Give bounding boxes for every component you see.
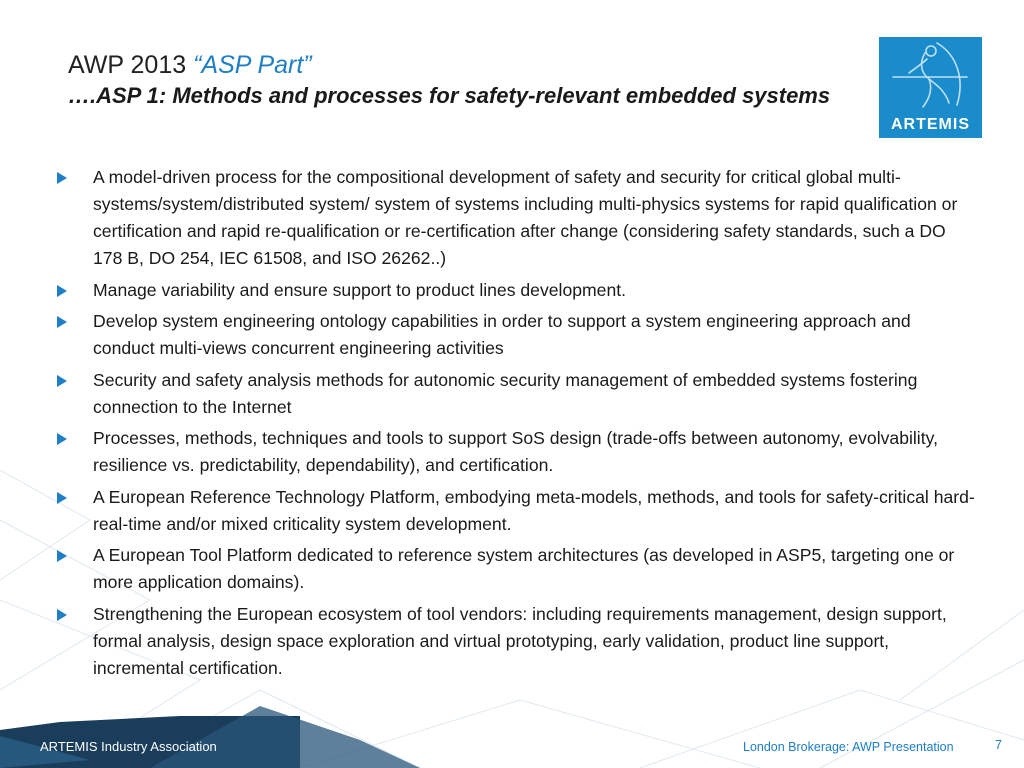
title-main [68,50,848,80]
list-item [55,277,975,304]
bullet-text: Security and safety analysis methods for autonomic security management of embedded systems fostering connection to the Internet [93,369,918,417]
artemis-logo [879,37,982,138]
list-item [55,164,975,272]
title-accent: “ASP Part” [193,51,312,79]
list-item [55,484,975,538]
bullet-text: A European Reference Technology Platform, embodying meta-models, methods, and tools for safety-critical hard-real-time and/or mixed criticality system development. [93,486,975,534]
triangle-bullet-icon [57,375,67,387]
list-item [55,542,975,596]
bullet-text: Develop system engineering ontology capabilities in order to support a system engineering approach and conduct multi-views concurrent engineering activities [93,311,911,358]
list-item [55,601,975,682]
triangle-bullet-icon [57,550,67,562]
bullet-text: Strengthening the European ecosystem of tool vendors: including requirements management, design support, formal analysis, design space exploration and virtual prototyping, early validation, product line support, incremental certification. [93,603,947,678]
title-subtitle: ….ASP 1: Methods and processes for safety-relevant embedded systems [68,83,831,108]
bullet-text: Manage variability and ensure support to product lines development. [93,279,627,300]
logo-text: ARTEMIS [891,116,970,133]
list-item [55,308,975,362]
bullet-text: A European Tool Platform dedicated to reference system architectures (as developed in ASP5, targeting one or more application domains). [93,545,955,592]
page-number: 7 [995,738,1002,752]
triangle-bullet-icon [57,609,67,621]
footer-presentation-title: London Brokerage: AWP Presentation [743,740,954,754]
slide-title [68,50,848,110]
triangle-bullet-icon [57,492,67,504]
triangle-bullet-icon [57,172,67,184]
list-item [55,425,975,479]
footer-organization: ARTEMIS Industry Association [40,739,217,754]
title-prefix: AWP 2013 [68,51,194,79]
triangle-bullet-icon [57,285,67,297]
bullet-list [55,164,975,686]
bullet-text: Processes, methods, techniques and tools to support SoS design (trade-offs between autonomy, evolvability, resilience vs. predictability, dependability), and certification. [93,428,938,475]
triangle-bullet-icon [57,433,67,445]
list-item [55,367,975,421]
triangle-bullet-icon [57,316,67,328]
bullet-text: A model-driven process for the compositional development of safety and security for critical global multi-systems/system/distributed system/ system of systems including multi-physics systems for rapid qualification or certification and rapid re-qualification or re-certification after change (considering safety standards, such a DO 178 B, DO 254, IEC 61508, and ISO 26262..) [93,167,958,268]
